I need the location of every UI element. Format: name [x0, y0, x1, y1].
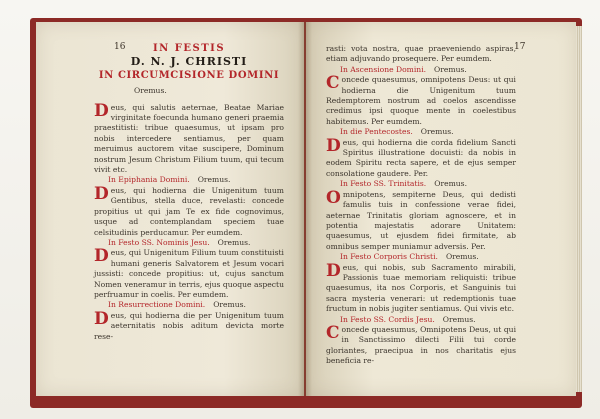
open-book [36, 20, 576, 402]
oremus-label: Oremus. [434, 179, 467, 189]
prayer-paragraph [94, 308, 284, 342]
drop-cap: D [94, 183, 109, 204]
prayer-text: mnipotens, sempiterne Deus, qui dedisti famulis tuis in confessione verae fidei, aeternae Trinitatis gloriam agnoscere, et in potentia majestatis adorare Unitatem: quaesumus, ut ejusdem fidei firmitate, ab omnibus semper muniamur adversis. Per. [326, 189, 516, 251]
section-heading [108, 175, 284, 185]
book-gutter [298, 22, 312, 396]
section-title: In die Pentecostes. [340, 127, 413, 137]
section-title: In Festo Corporis Christi. [340, 252, 438, 262]
prayer-text: oncede quaesumus, omnipotens Deus: ut qui hodierna die Unigenitum tuum Redemptorem nostrum ad coelos ascendisse credimus ipsi quoque mente in coelestibus habitemus. Per eumdem. [326, 75, 516, 126]
oremus-label: Oremus. [213, 300, 246, 310]
section-title: In Festo SS. Cordis Jesu. [340, 314, 435, 324]
page-number: 16 [114, 42, 126, 52]
prayer-paragraph [326, 187, 516, 252]
section-title: In Resurrectione Domini. [108, 300, 206, 310]
drop-cap: O [326, 187, 341, 208]
drop-cap: D [94, 246, 109, 267]
prayer-text: eus, qui salutis aeternae, Beatae Mariae virginitate foecunda humano generi praemia praestitisti: tribue quaesumus, ut ipsam pro nobis intercedere sentiamus, per quam meruimus auctorem vitae suscipere, Dominum nostrum Jesum Christum Filium tuum, qui tecum vivit etc. [94, 102, 284, 175]
prayer-paragraph [326, 135, 516, 180]
prayer-text: eus, qui hodierna die corda fidelium Sancti Spiritus illustratione docuisti: da nobis in eodem Spiritu recta sapere, et de ejus semper consolatione gaudere. Per. [326, 137, 516, 178]
drop-cap: D [326, 260, 341, 281]
oremus-label: Oremus. [134, 86, 167, 96]
page-edges [576, 26, 582, 392]
heading-in-festis: IN FESTIS [152, 43, 226, 54]
heading-christi: D. N. J. CHRISTI [130, 55, 248, 69]
prayer-paragraph [326, 322, 516, 367]
oremus-label: Oremus. [442, 314, 476, 324]
prayer-paragraph [94, 248, 284, 300]
right-page [306, 22, 576, 396]
page-number: 17 [514, 42, 526, 52]
oremus-label: Oremus. [434, 64, 467, 74]
section-heading [108, 238, 284, 248]
drop-cap: D [326, 135, 341, 156]
heading-circumcisione: IN CIRCUMCISIONE DOMINI [98, 69, 280, 81]
section-title: In Festo SS. Nominis Jesu. [108, 237, 210, 247]
section-heading [340, 315, 516, 325]
oremus-label: Oremus. [420, 127, 454, 137]
oremus-label: Oremus. [217, 237, 251, 247]
prayer-paragraph [326, 75, 516, 127]
left-page-text [94, 44, 284, 342]
left-page [36, 22, 304, 396]
drop-cap: D [94, 100, 109, 121]
prayer-paragraph [94, 100, 284, 176]
section-heading [340, 65, 516, 75]
drop-cap: D [94, 308, 109, 329]
oremus-label: Oremus. [445, 252, 479, 262]
section-title: In Ascensione Domini. [340, 64, 427, 74]
section-heading [108, 300, 284, 310]
section-heading [340, 179, 516, 189]
section-title: In Festo SS. Trinitatis. [340, 179, 427, 189]
prayer-text: eus, qui hodierna die Unigenitum tuum Gentibus, stella duce, revelasti: concede propitius ut qui jam Te ex fide cognovimus, usque ad contemplandam speciem tuae celsitudinis perducamur. Per eumdem. [94, 185, 284, 237]
oremus-label: Oremus. [197, 175, 231, 185]
right-page-text [326, 44, 516, 367]
drop-cap: C [326, 73, 340, 94]
drop-cap: C [326, 322, 340, 343]
prayer-text: eus, qui Unigenitum Filium tuum constituisti humani generis Salvatorem et Jesum vocari jussisti: concede propitius: ut, cujus sanctum Nomen veneramur in terris, ejus quoque aspectu perfruamur in coelis. Per eumdem. [94, 248, 284, 299]
section-title: In Epiphania Domini. [108, 175, 190, 185]
prayer-paragraph [94, 183, 284, 238]
section-heading [340, 127, 516, 137]
continued-text: rasti: vota nostra, quae praeveniendo aspiras, etiam adjuvando prosequere. Per eumdem. [326, 44, 516, 64]
prayer-text: oncede quaesumus, Omnipotens Deus, ut qui in Sanctissimo dilecti Filii tui corde gloriantes, praecipua in nos charitatis ejus beneficia re- [326, 324, 516, 366]
section-heading [340, 252, 516, 262]
prayer-text: eus, qui hodierna die per Unigenitum tuum aeternitatis nobis aditum devicta morte rese- [94, 310, 284, 341]
prayer-text: eus, qui nobis, sub Sacramento mirabili, Passionis tuae memoriam reliquisti: tribue quaesumus, ita nos Corporis, et Sanguinis tui sacra mysteria venerari: ut redemptionis tuae fructum in nobis jugiter sentiamus. Qui vivis etc. [326, 262, 516, 314]
prayer-paragraph [326, 260, 516, 315]
